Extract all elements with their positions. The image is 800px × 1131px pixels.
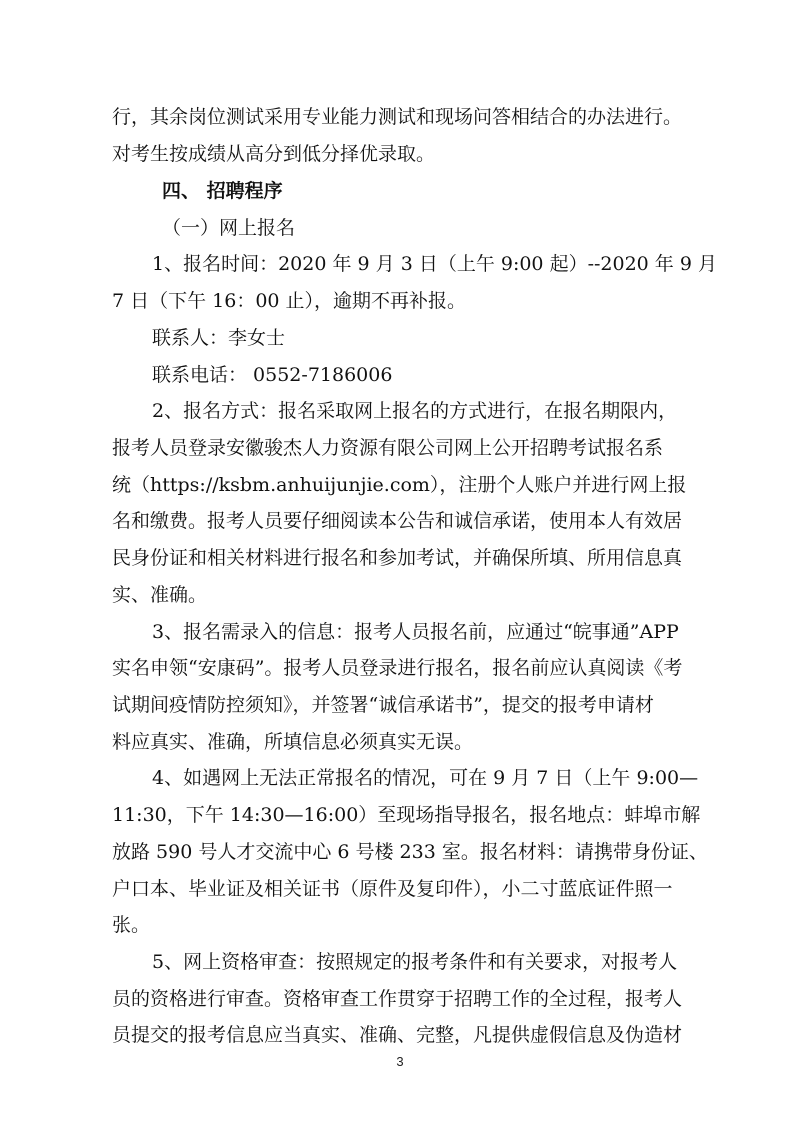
text-line: 7 日（下午 16：00 止），逾期不再补报。 <box>112 290 467 312</box>
text-line: 张。 <box>112 914 151 936</box>
text-line: 2、报名方式：报名采取网上报名的方式进行，在报名期限内， <box>152 400 678 422</box>
text-line: 行，其余岗位测试采用专业能力测试和现场问答相结合的办法进行。 <box>112 106 683 128</box>
text-line: 民身份证和相关材料进行报名和参加考试，并确保所填、所用信息真 <box>112 547 683 569</box>
subsection-heading: （一）网上报名 <box>162 217 296 239</box>
page-number: 3 <box>396 1054 404 1069</box>
text-line: 4、如遇网上无法正常报名的情况，可在 9 月 7 日（上午 9:00— <box>152 767 699 789</box>
contact-phone: 联系电话： 0552-7186006 <box>152 364 393 386</box>
text-line: 料应真实、准确，所填信息必须真实无误。 <box>112 731 474 753</box>
section-heading: 四、 招聘程序 <box>162 180 283 202</box>
contact-person: 联系人：李女士 <box>152 327 286 349</box>
text-line: 放路 590 号人才交流中心 6 号楼 233 室。报名材料：请携带身份证、 <box>112 841 708 863</box>
text-line: 实、准确。 <box>112 584 208 606</box>
text-line: 名和缴费。报考人员要仔细阅读本公告和诚信承诺，使用本人有效居 <box>112 510 683 532</box>
text-line: 员的资格进行审查。资格审查工作贯穿于招聘工作的全过程，报考人 <box>112 988 683 1010</box>
text-line: 对考生按成绩从高分到低分择优录取。 <box>112 143 436 165</box>
text-line: 员提交的报考信息应当真实、准确、完整，凡提供虚假信息及伪造材 <box>112 1024 683 1046</box>
text-line: 1、报名时间：2020 年 9 月 3 日（上午 9:00 起）--2020 年 9 月 <box>152 253 717 275</box>
text-line: 11:30，下午 14:30—16:00）至现场指导报名，报名地点：蚌埠市解 <box>112 804 701 826</box>
text-line: 5、网上资格审查：按照规定的报考条件和有关要求，对报考人 <box>152 951 678 973</box>
text-line: 报考人员登录安徽骏杰人力资源有限公司网上公开招聘考试报名系 <box>112 437 664 459</box>
text-line: 实名申领“安康码”。报考人员登录进行报名，报名前应认真阅读《考 <box>112 657 683 679</box>
text-line: 试期间疫情防控须知》，并签署“诚信承诺书”，提交的报考申请材 <box>112 694 654 716</box>
text-line: 统（https://ksbm.anhuijunjie.com），注册个人账户并进行网上报 <box>112 474 687 496</box>
text-line: 3、报名需录入的信息：报考人员报名前，应通过“皖事通”APP <box>152 621 679 643</box>
text-line: 户口本、毕业证及相关证书（原件及复印件），小二寸蓝底证件照一 <box>112 878 673 900</box>
